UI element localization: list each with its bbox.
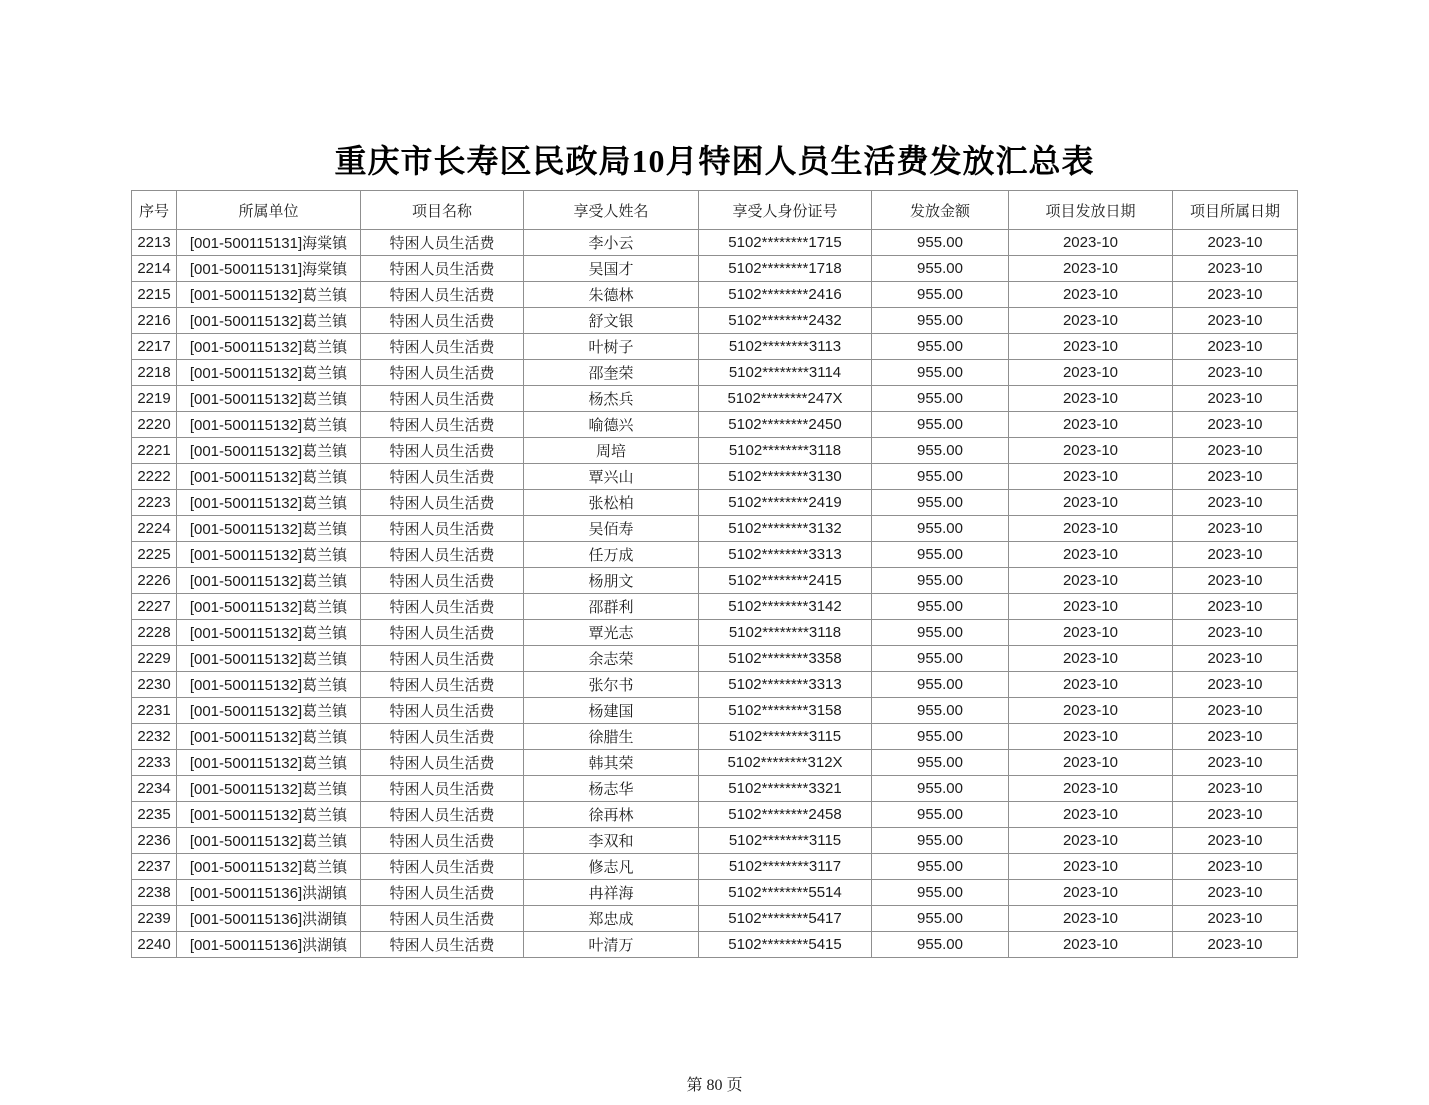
table-cell: 2023-10 bbox=[1173, 802, 1298, 828]
table-cell: 5102********3321 bbox=[699, 776, 872, 802]
table-row bbox=[132, 750, 1298, 776]
table-cell: [001-500115131]海棠镇 bbox=[177, 230, 361, 256]
table-row bbox=[132, 802, 1298, 828]
table-cell: 特困人员生活费 bbox=[361, 646, 524, 672]
table-cell: 2229 bbox=[132, 646, 177, 672]
column-header: 享受人身份证号 bbox=[699, 191, 872, 230]
table-cell: 杨朋文 bbox=[524, 568, 699, 594]
table-cell: 2023-10 bbox=[1009, 880, 1173, 906]
table-row bbox=[132, 516, 1298, 542]
table-cell: 2023-10 bbox=[1173, 776, 1298, 802]
table-cell: [001-500115132]葛兰镇 bbox=[177, 412, 361, 438]
table-cell: 5102********3130 bbox=[699, 464, 872, 490]
table-cell: 2023-10 bbox=[1173, 594, 1298, 620]
table-cell: [001-500115131]海棠镇 bbox=[177, 256, 361, 282]
table-cell: 5102********2432 bbox=[699, 308, 872, 334]
table-cell: [001-500115132]葛兰镇 bbox=[177, 490, 361, 516]
table-cell: 2023-10 bbox=[1173, 906, 1298, 932]
table-cell: 955.00 bbox=[872, 776, 1009, 802]
table-cell: 特困人员生活费 bbox=[361, 308, 524, 334]
table-cell: 2023-10 bbox=[1173, 464, 1298, 490]
table-cell: 2218 bbox=[132, 360, 177, 386]
table-cell: 特困人员生活费 bbox=[361, 594, 524, 620]
table-cell: 2232 bbox=[132, 724, 177, 750]
table-cell: 2023-10 bbox=[1009, 282, 1173, 308]
table-cell: 955.00 bbox=[872, 412, 1009, 438]
table-cell: 2023-10 bbox=[1173, 516, 1298, 542]
table-cell: 2023-10 bbox=[1173, 724, 1298, 750]
table-cell: 2023-10 bbox=[1009, 594, 1173, 620]
table-cell: 5102********2450 bbox=[699, 412, 872, 438]
table-cell: 舒文银 bbox=[524, 308, 699, 334]
table-cell: 特困人员生活费 bbox=[361, 438, 524, 464]
table-cell: 2023-10 bbox=[1009, 724, 1173, 750]
table-cell: 修志凡 bbox=[524, 854, 699, 880]
table-cell: 5102********2458 bbox=[699, 802, 872, 828]
table-cell: [001-500115132]葛兰镇 bbox=[177, 334, 361, 360]
table-cell: 特困人员生活费 bbox=[361, 282, 524, 308]
table-cell: 2023-10 bbox=[1173, 256, 1298, 282]
page-number: 第 80 页 bbox=[686, 1077, 743, 1094]
table-cell: 2023-10 bbox=[1173, 698, 1298, 724]
table-cell: 特困人员生活费 bbox=[361, 828, 524, 854]
table-cell: 2213 bbox=[132, 230, 177, 256]
table-cell: 特困人员生活费 bbox=[361, 932, 524, 958]
table-cell: [001-500115132]葛兰镇 bbox=[177, 698, 361, 724]
table-cell: 杨建国 bbox=[524, 698, 699, 724]
table-cell: 徐腊生 bbox=[524, 724, 699, 750]
table-cell: 5102********3115 bbox=[699, 724, 872, 750]
table-cell: [001-500115136]洪湖镇 bbox=[177, 906, 361, 932]
table-cell: 2237 bbox=[132, 854, 177, 880]
table-cell: 特困人员生活费 bbox=[361, 360, 524, 386]
table-cell: 张松柏 bbox=[524, 490, 699, 516]
table-cell: 2023-10 bbox=[1009, 334, 1173, 360]
table-cell: 2235 bbox=[132, 802, 177, 828]
table-cell: 5102********2415 bbox=[699, 568, 872, 594]
table-cell: 5102********2416 bbox=[699, 282, 872, 308]
table-cell: 955.00 bbox=[872, 620, 1009, 646]
table-cell: 2023-10 bbox=[1009, 750, 1173, 776]
table-row bbox=[132, 776, 1298, 802]
table-cell: 5102********5417 bbox=[699, 906, 872, 932]
column-header: 所属单位 bbox=[177, 191, 361, 230]
column-header: 项目发放日期 bbox=[1009, 191, 1173, 230]
table-cell: 2228 bbox=[132, 620, 177, 646]
table-cell: 2023-10 bbox=[1009, 906, 1173, 932]
table-cell: 2226 bbox=[132, 568, 177, 594]
table-cell: 特困人员生活费 bbox=[361, 802, 524, 828]
table-cell: 2023-10 bbox=[1173, 750, 1298, 776]
table-cell: 2023-10 bbox=[1173, 568, 1298, 594]
table-cell: 杨志华 bbox=[524, 776, 699, 802]
table-cell: 特困人员生活费 bbox=[361, 698, 524, 724]
table-cell: [001-500115132]葛兰镇 bbox=[177, 516, 361, 542]
table-row bbox=[132, 542, 1298, 568]
table-cell: 2023-10 bbox=[1173, 932, 1298, 958]
table-row bbox=[132, 594, 1298, 620]
table-cell: 955.00 bbox=[872, 360, 1009, 386]
table-cell: 955.00 bbox=[872, 724, 1009, 750]
table-cell: 2023-10 bbox=[1173, 542, 1298, 568]
table-cell: [001-500115132]葛兰镇 bbox=[177, 464, 361, 490]
table-cell: 2023-10 bbox=[1173, 334, 1298, 360]
table-cell: 特困人员生活费 bbox=[361, 776, 524, 802]
table-row bbox=[132, 230, 1298, 256]
table-cell: 2023-10 bbox=[1009, 412, 1173, 438]
table-cell: 2023-10 bbox=[1009, 568, 1173, 594]
table-cell: 2023-10 bbox=[1009, 620, 1173, 646]
table-row bbox=[132, 412, 1298, 438]
table-cell: 2223 bbox=[132, 490, 177, 516]
table-cell: 特困人员生活费 bbox=[361, 906, 524, 932]
table-cell: 2236 bbox=[132, 828, 177, 854]
table-row bbox=[132, 464, 1298, 490]
table-cell: 5102********1718 bbox=[699, 256, 872, 282]
table-cell: 邵奎荣 bbox=[524, 360, 699, 386]
table-cell: 叶树子 bbox=[524, 334, 699, 360]
column-header: 序号 bbox=[132, 191, 177, 230]
column-header: 享受人姓名 bbox=[524, 191, 699, 230]
table-cell: 周培 bbox=[524, 438, 699, 464]
table-cell: 2217 bbox=[132, 334, 177, 360]
table-row bbox=[132, 932, 1298, 958]
table-cell: 955.00 bbox=[872, 256, 1009, 282]
table-cell: 杨杰兵 bbox=[524, 386, 699, 412]
table-cell: 特困人员生活费 bbox=[361, 464, 524, 490]
table-row bbox=[132, 282, 1298, 308]
table-cell: 5102********3118 bbox=[699, 620, 872, 646]
table-cell: 955.00 bbox=[872, 672, 1009, 698]
table-cell: 955.00 bbox=[872, 828, 1009, 854]
table-row bbox=[132, 620, 1298, 646]
table-row bbox=[132, 672, 1298, 698]
column-header: 发放金额 bbox=[872, 191, 1009, 230]
table-cell: 5102********3158 bbox=[699, 698, 872, 724]
table-cell: 余志荣 bbox=[524, 646, 699, 672]
table-cell: 特困人员生活费 bbox=[361, 620, 524, 646]
table-cell: [001-500115132]葛兰镇 bbox=[177, 568, 361, 594]
table-row bbox=[132, 828, 1298, 854]
table-cell: 特困人员生活费 bbox=[361, 334, 524, 360]
table-cell: 吴佰寿 bbox=[524, 516, 699, 542]
table-cell: 2023-10 bbox=[1173, 672, 1298, 698]
table-cell: 5102********3118 bbox=[699, 438, 872, 464]
table-cell: 2023-10 bbox=[1173, 230, 1298, 256]
table-cell: [001-500115132]葛兰镇 bbox=[177, 750, 361, 776]
table-cell: 2227 bbox=[132, 594, 177, 620]
table-cell: [001-500115132]葛兰镇 bbox=[177, 360, 361, 386]
table-row bbox=[132, 646, 1298, 672]
table-cell: 2231 bbox=[132, 698, 177, 724]
table-cell: 2023-10 bbox=[1009, 308, 1173, 334]
table-cell: 李小云 bbox=[524, 230, 699, 256]
table-cell: 特困人员生活费 bbox=[361, 542, 524, 568]
table-cell: 特困人员生活费 bbox=[361, 516, 524, 542]
table-cell: 2234 bbox=[132, 776, 177, 802]
table-cell: 特困人员生活费 bbox=[361, 412, 524, 438]
table-cell: [001-500115136]洪湖镇 bbox=[177, 932, 361, 958]
table-cell: 冉祥海 bbox=[524, 880, 699, 906]
table-cell: 955.00 bbox=[872, 464, 1009, 490]
table-cell: 955.00 bbox=[872, 542, 1009, 568]
table-cell: 955.00 bbox=[872, 802, 1009, 828]
table-cell: 特困人员生活费 bbox=[361, 230, 524, 256]
table-cell: 任万成 bbox=[524, 542, 699, 568]
table-cell: 2023-10 bbox=[1009, 776, 1173, 802]
table-cell: 2023-10 bbox=[1009, 542, 1173, 568]
table-cell: 2023-10 bbox=[1009, 828, 1173, 854]
column-header: 项目名称 bbox=[361, 191, 524, 230]
table-row bbox=[132, 386, 1298, 412]
table-cell: 特困人员生活费 bbox=[361, 854, 524, 880]
table-cell: 朱德林 bbox=[524, 282, 699, 308]
table-cell: 5102********3313 bbox=[699, 542, 872, 568]
table-cell: 吴国才 bbox=[524, 256, 699, 282]
table-cell: 2023-10 bbox=[1009, 360, 1173, 386]
table-cell: 2023-10 bbox=[1173, 438, 1298, 464]
table-row bbox=[132, 698, 1298, 724]
table-cell: 覃光志 bbox=[524, 620, 699, 646]
table-cell: 955.00 bbox=[872, 646, 1009, 672]
table-row bbox=[132, 906, 1298, 932]
table-cell: 955.00 bbox=[872, 438, 1009, 464]
table-cell: 955.00 bbox=[872, 282, 1009, 308]
table-cell: 955.00 bbox=[872, 334, 1009, 360]
table-cell: [001-500115132]葛兰镇 bbox=[177, 776, 361, 802]
table-cell: 2023-10 bbox=[1009, 230, 1173, 256]
table-cell: 955.00 bbox=[872, 880, 1009, 906]
table-cell: 特困人员生活费 bbox=[361, 386, 524, 412]
table-cell: 5102********3113 bbox=[699, 334, 872, 360]
table-cell: 2216 bbox=[132, 308, 177, 334]
table-row bbox=[132, 880, 1298, 906]
table-cell: 2023-10 bbox=[1173, 308, 1298, 334]
table-cell: 特困人员生活费 bbox=[361, 256, 524, 282]
table-cell: 2023-10 bbox=[1173, 646, 1298, 672]
table-cell: 5102********3313 bbox=[699, 672, 872, 698]
table-row bbox=[132, 490, 1298, 516]
table-cell: 2023-10 bbox=[1173, 854, 1298, 880]
table-cell: 955.00 bbox=[872, 750, 1009, 776]
table-cell: [001-500115136]洪湖镇 bbox=[177, 880, 361, 906]
table-cell: [001-500115132]葛兰镇 bbox=[177, 542, 361, 568]
table-cell: 5102********3142 bbox=[699, 594, 872, 620]
table-cell: 2230 bbox=[132, 672, 177, 698]
table-row bbox=[132, 256, 1298, 282]
table-cell: [001-500115132]葛兰镇 bbox=[177, 386, 361, 412]
table-cell: 2023-10 bbox=[1173, 282, 1298, 308]
table-cell: 2023-10 bbox=[1009, 516, 1173, 542]
table-cell: [001-500115132]葛兰镇 bbox=[177, 672, 361, 698]
table-cell: [001-500115132]葛兰镇 bbox=[177, 308, 361, 334]
table-cell: 2023-10 bbox=[1009, 932, 1173, 958]
table-cell: 2023-10 bbox=[1173, 620, 1298, 646]
table-cell: 955.00 bbox=[872, 516, 1009, 542]
table-cell: 2220 bbox=[132, 412, 177, 438]
table-cell: 郑忠成 bbox=[524, 906, 699, 932]
table-cell: 邵群利 bbox=[524, 594, 699, 620]
table-cell: 2023-10 bbox=[1173, 828, 1298, 854]
table-cell: 张尔书 bbox=[524, 672, 699, 698]
table-cell: 特困人员生活费 bbox=[361, 880, 524, 906]
table-row bbox=[132, 308, 1298, 334]
table-body bbox=[132, 230, 1298, 958]
table-cell: 2023-10 bbox=[1173, 386, 1298, 412]
table-cell: 特困人员生活费 bbox=[361, 672, 524, 698]
table-cell: 2240 bbox=[132, 932, 177, 958]
table-cell: [001-500115132]葛兰镇 bbox=[177, 282, 361, 308]
table-cell: 5102********3117 bbox=[699, 854, 872, 880]
table-row bbox=[132, 334, 1298, 360]
table-cell: 徐再林 bbox=[524, 802, 699, 828]
table-cell: 955.00 bbox=[872, 308, 1009, 334]
table-row bbox=[132, 568, 1298, 594]
table-cell: 叶清万 bbox=[524, 932, 699, 958]
table-cell: 2023-10 bbox=[1009, 490, 1173, 516]
table-cell: 2219 bbox=[132, 386, 177, 412]
table-cell: 5102********3132 bbox=[699, 516, 872, 542]
table-cell: 5102********3115 bbox=[699, 828, 872, 854]
table-cell: [001-500115132]葛兰镇 bbox=[177, 854, 361, 880]
table-cell: 955.00 bbox=[872, 386, 1009, 412]
table-cell: 955.00 bbox=[872, 698, 1009, 724]
table-row bbox=[132, 360, 1298, 386]
table-cell: [001-500115132]葛兰镇 bbox=[177, 724, 361, 750]
table-cell: 2023-10 bbox=[1009, 438, 1173, 464]
table-cell: 2023-10 bbox=[1173, 412, 1298, 438]
table-row bbox=[132, 854, 1298, 880]
table-cell: 5102********5514 bbox=[699, 880, 872, 906]
table-cell: 955.00 bbox=[872, 932, 1009, 958]
table-cell: 955.00 bbox=[872, 490, 1009, 516]
table-cell: 2023-10 bbox=[1173, 880, 1298, 906]
header-row bbox=[132, 191, 1298, 230]
table-cell: 955.00 bbox=[872, 594, 1009, 620]
table-cell: [001-500115132]葛兰镇 bbox=[177, 646, 361, 672]
table-cell: 2215 bbox=[132, 282, 177, 308]
table-cell: 2023-10 bbox=[1173, 360, 1298, 386]
table-header bbox=[132, 191, 1298, 230]
table-cell: 特困人员生活费 bbox=[361, 490, 524, 516]
table-cell: 2023-10 bbox=[1173, 490, 1298, 516]
table-cell: 2225 bbox=[132, 542, 177, 568]
table-cell: 5102********247X bbox=[699, 386, 872, 412]
table-cell: [001-500115132]葛兰镇 bbox=[177, 828, 361, 854]
table-cell: 2023-10 bbox=[1009, 672, 1173, 698]
table-cell: 5102********1715 bbox=[699, 230, 872, 256]
table-cell: 2023-10 bbox=[1009, 646, 1173, 672]
table-cell: 2023-10 bbox=[1009, 464, 1173, 490]
table-cell: 特困人员生活费 bbox=[361, 568, 524, 594]
page-title: 重庆市长寿区民政局10月特困人员生活费发放汇总表 bbox=[334, 143, 1095, 179]
table-cell: 5102********3114 bbox=[699, 360, 872, 386]
table-row bbox=[132, 724, 1298, 750]
table-cell: 2238 bbox=[132, 880, 177, 906]
table-cell: [001-500115132]葛兰镇 bbox=[177, 594, 361, 620]
table-cell: 特困人员生活费 bbox=[361, 750, 524, 776]
table-cell: 955.00 bbox=[872, 906, 1009, 932]
payment-summary-table bbox=[131, 190, 1298, 958]
table-cell: 955.00 bbox=[872, 854, 1009, 880]
column-header: 项目所属日期 bbox=[1173, 191, 1298, 230]
table-cell: 覃兴山 bbox=[524, 464, 699, 490]
table-row bbox=[132, 438, 1298, 464]
table-cell: 李双和 bbox=[524, 828, 699, 854]
table-cell: 特困人员生活费 bbox=[361, 724, 524, 750]
table-cell: 5102********3358 bbox=[699, 646, 872, 672]
table-cell: 2214 bbox=[132, 256, 177, 282]
table-cell: 2023-10 bbox=[1009, 698, 1173, 724]
table-cell: 955.00 bbox=[872, 230, 1009, 256]
table-cell: [001-500115132]葛兰镇 bbox=[177, 802, 361, 828]
table-cell: [001-500115132]葛兰镇 bbox=[177, 620, 361, 646]
table-cell: 2023-10 bbox=[1009, 802, 1173, 828]
table-cell: 2233 bbox=[132, 750, 177, 776]
table-cell: 韩其荣 bbox=[524, 750, 699, 776]
table-cell: 2023-10 bbox=[1009, 386, 1173, 412]
table-cell: 2221 bbox=[132, 438, 177, 464]
table-cell: 2222 bbox=[132, 464, 177, 490]
table-cell: 5102********2419 bbox=[699, 490, 872, 516]
table-cell: [001-500115132]葛兰镇 bbox=[177, 438, 361, 464]
table-cell: 2239 bbox=[132, 906, 177, 932]
table-cell: 955.00 bbox=[872, 568, 1009, 594]
table-cell: 2023-10 bbox=[1009, 854, 1173, 880]
table-cell: 5102********5415 bbox=[699, 932, 872, 958]
table-cell: 喻德兴 bbox=[524, 412, 699, 438]
table-cell: 5102********312X bbox=[699, 750, 872, 776]
table-cell: 2023-10 bbox=[1009, 256, 1173, 282]
table-cell: 2224 bbox=[132, 516, 177, 542]
